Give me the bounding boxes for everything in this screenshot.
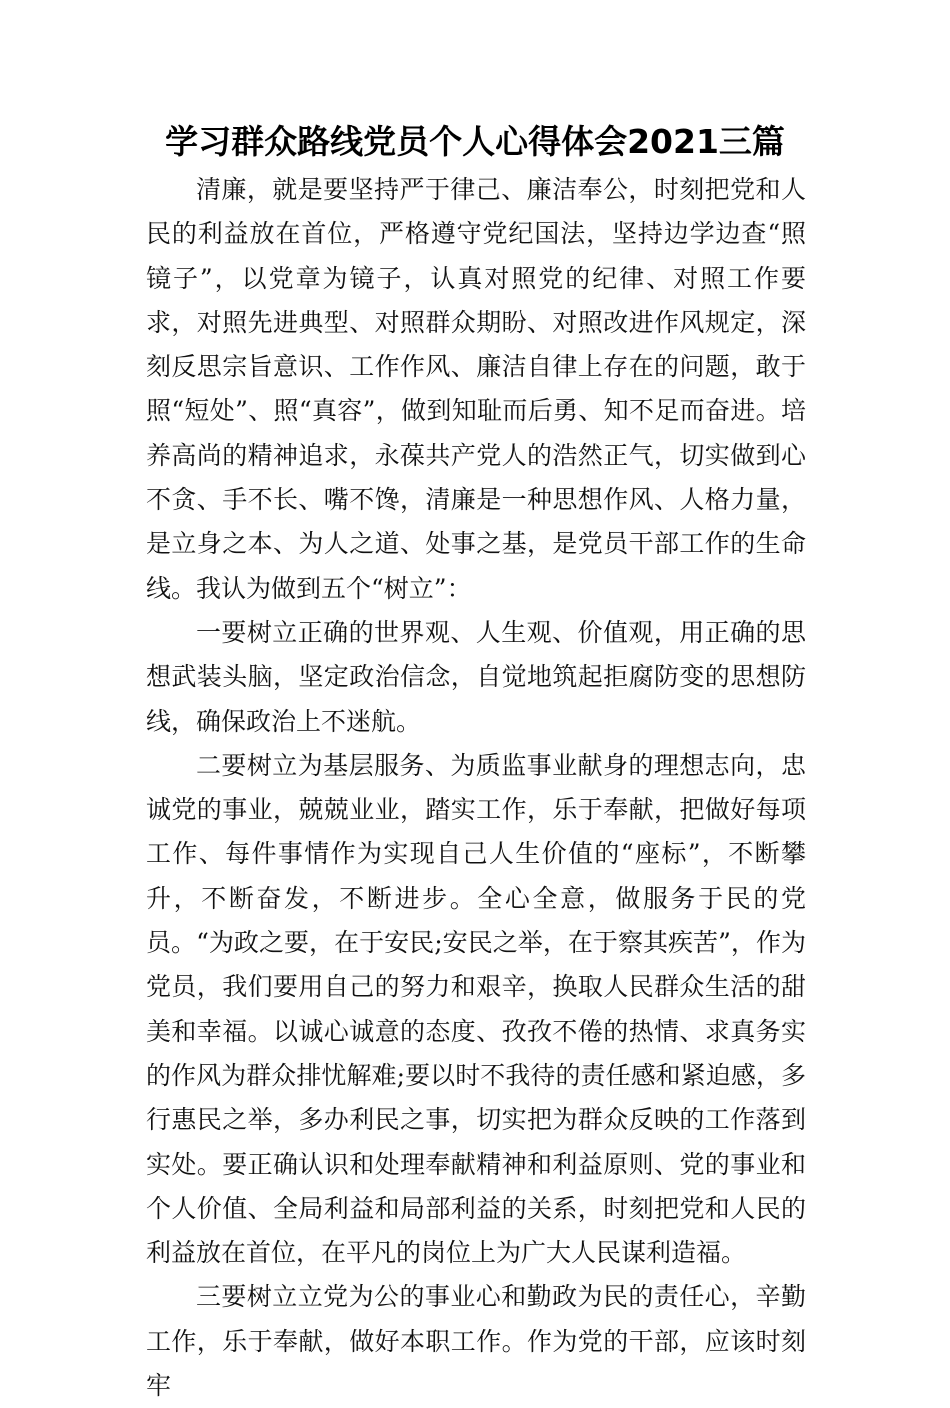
document-body xyxy=(146,168,806,1408)
paragraph-point-three: 三要树立立党为公的事业心和勤政为民的责任心，辛勤工作，乐于奉献，做好本职工作。作为党的干部，应该时刻牢 xyxy=(146,1282,806,1401)
document-title: 学习群众路线党员个人心得体会2021三篇 xyxy=(165,122,785,161)
paragraph-intro: 清廉，就是要坚持严于律己、廉洁奉公，时刻把党和人民的利益放在首位，严格遵守党纪国法，坚持边学边查“照镜子”，以党章为镜子，认真对照党的纪律、对照工作要求，对照先进典型、对照群众期盼、对照改进作风规定，深刻反思宗旨意识、工作作风、廉洁自律上存在的问题，敢于照“短处”、照“真容”，做到知耻而后勇、知不足而奋进。培养高尚的精神追求，永葆共产党人的浩然正气，切实做到心不贪、手不长、嘴不馋，清廉是一种思想作风、人格力量，是立身之本、为人之道、处事之基，是党员干部工作的生命线。我认为做到五个“树立”： xyxy=(146,175,806,603)
paragraph-point-one: 一要树立正确的世界观、人生观、价值观，用正确的思想武装头脑，坚定政治信念，自觉地筑起拒腐防变的思想防线，确保政治上不迷航。 xyxy=(146,617,806,736)
paragraph-point-two: 二要树立为基层服务、为质监事业献身的理想志向，忠诚党的事业，兢兢业业，踏实工作，乐于奉献，把做好每项工作、每件事情作为实现自己人生价值的“座标”，不断攀升，不断奋发，不断进步。全心全意，做服务于民的党员。“为政之要，在于安民;安民之举，在于察其疾苦”，作为党员，我们要用自己的努力和艰辛，换取人民群众生活的甜美和幸福。以诚心诚意的态度、孜孜不倦的热情、求真务实的作风为群众排忧解难;要以时不我待的责任感和紧迫感，多行惠民之举，多办利民之事，切实把为群众反映的工作落到实处。要正确认识和处理奉献精神和利益原则、党的事业和个人价值、全局利益和局部利益的关系，时刻把党和人民的利益放在首位，在平凡的岗位上为广大人民谋利造福。 xyxy=(146,750,806,1268)
